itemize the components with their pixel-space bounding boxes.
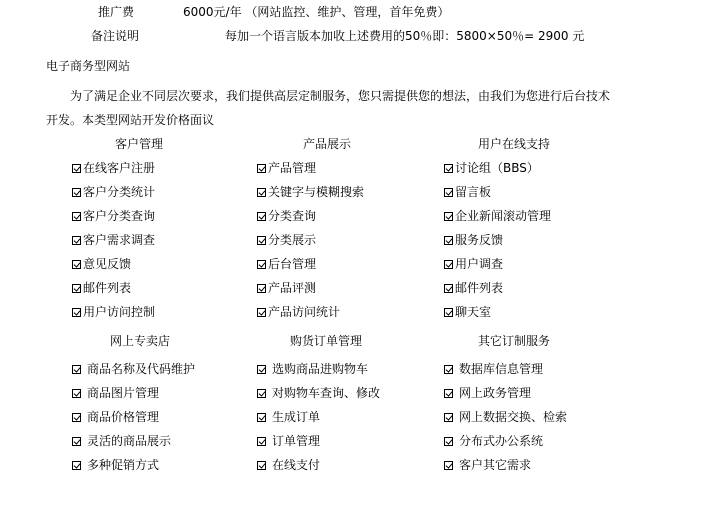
feature-item [444, 257, 503, 271]
checked-box-icon [72, 437, 81, 446]
checked-box-icon [444, 260, 453, 269]
feature-item-label: 关键字与模糊搜索 [268, 185, 365, 199]
checked-box-icon [444, 389, 453, 398]
feature-item-label: 分布式办公系统 [459, 434, 544, 448]
feature-item [444, 362, 543, 376]
feature-item-label: 产品访问统计 [268, 305, 341, 319]
feature-item [72, 281, 131, 295]
checked-box-icon [72, 188, 81, 197]
feature-item-label: 商品图片管理 [87, 386, 160, 400]
checked-box-icon [444, 308, 453, 317]
feature-item-label: 客户分类统计 [83, 185, 156, 199]
feature-item [444, 434, 543, 448]
checked-box-icon [257, 308, 266, 317]
feature-item [72, 458, 159, 472]
checked-box-icon [444, 413, 453, 422]
feature-item-label: 用户访问控制 [83, 305, 156, 319]
column-heading: 购货订单管理 [290, 334, 363, 348]
checked-box-icon [72, 389, 81, 398]
feature-item [72, 209, 155, 223]
feature-item-label: 选购商品进购物车 [272, 362, 369, 376]
feature-item [72, 233, 155, 247]
checked-box-icon [444, 188, 453, 197]
checked-box-icon [444, 365, 453, 374]
checked-box-icon [257, 260, 266, 269]
checked-box-icon [72, 236, 81, 245]
checked-box-icon [257, 461, 266, 470]
feature-item [444, 410, 567, 424]
column-heading: 其它订制服务 [478, 334, 551, 348]
checked-box-icon [257, 413, 266, 422]
feature-item-label: 用户调查 [455, 257, 504, 271]
column-heading: 用户在线支持 [478, 137, 551, 151]
checked-box-icon [257, 437, 266, 446]
feature-item [444, 233, 503, 247]
feature-item [72, 362, 195, 376]
checked-box-icon [257, 188, 266, 197]
feature-item [444, 458, 531, 472]
checked-box-icon [444, 212, 453, 221]
feature-item [444, 161, 539, 175]
checked-box-icon [257, 284, 266, 293]
column-heading: 产品展示 [303, 137, 352, 151]
feature-item-label: 网上政务管理 [459, 386, 532, 400]
checked-box-icon [444, 236, 453, 245]
feature-item [72, 185, 155, 199]
note-label: 备注说明 [91, 29, 140, 43]
feature-item-label: 意见反馈 [83, 257, 132, 271]
column-heading: 网上专卖店 [110, 334, 171, 348]
feature-item-label: 商品名称及代码维护 [87, 362, 196, 376]
intro-paragraph [46, 84, 616, 132]
checked-box-icon [444, 164, 453, 173]
feature-item-label: 服务反馈 [455, 233, 504, 247]
feature-item [257, 362, 368, 376]
feature-item-label: 分类查询 [268, 209, 317, 223]
feature-item [257, 410, 320, 424]
feature-item [444, 209, 551, 223]
feature-item [72, 257, 131, 271]
feature-item-label: 对购物车查询、修改 [272, 386, 381, 400]
feature-item [257, 281, 316, 295]
feature-item-label: 网上数据交换、检索 [459, 410, 568, 424]
feature-item [257, 161, 316, 175]
checked-box-icon [444, 284, 453, 293]
feature-item-label: 留言板 [455, 185, 492, 199]
feature-item-label: 产品管理 [268, 161, 317, 175]
feature-item-label: 产品评测 [268, 281, 317, 295]
feature-item [72, 434, 171, 448]
feature-item-label: 多种促销方式 [87, 458, 160, 472]
checked-box-icon [257, 236, 266, 245]
feature-item [72, 161, 155, 175]
checked-box-icon [444, 461, 453, 470]
promo-fee-value: 6000元/年 （网站监控、维护、管理，首年免费） [183, 5, 450, 19]
feature-item [444, 386, 531, 400]
feature-item-label: 订单管理 [272, 434, 321, 448]
feature-item-label: 生成订单 [272, 410, 321, 424]
feature-item-label: 客户需求调查 [83, 233, 156, 247]
checked-box-icon [72, 461, 81, 470]
checked-box-icon [444, 437, 453, 446]
feature-item-label: 数据库信息管理 [459, 362, 544, 376]
feature-item [72, 386, 159, 400]
feature-item-label: 邮件列表 [83, 281, 132, 295]
feature-item [257, 233, 316, 247]
checked-box-icon [257, 365, 266, 374]
feature-item [444, 185, 491, 199]
checked-box-icon [72, 413, 81, 422]
checked-box-icon [72, 308, 81, 317]
checked-box-icon [257, 389, 266, 398]
checked-box-icon [257, 212, 266, 221]
feature-item [444, 305, 491, 319]
feature-item-label: 客户分类查询 [83, 209, 156, 223]
checked-box-icon [72, 365, 81, 374]
feature-item [257, 257, 316, 271]
feature-item-label: 客户其它需求 [459, 458, 532, 472]
feature-item [257, 386, 380, 400]
checked-box-icon [257, 164, 266, 173]
feature-item [257, 458, 320, 472]
note-value: 每加一个语言版本加收上述费用的50％即：5800×50％= 2900 元 [225, 29, 585, 43]
checked-box-icon [72, 284, 81, 293]
feature-item [257, 185, 364, 199]
feature-item-label: 后台管理 [268, 257, 317, 271]
feature-item [257, 209, 316, 223]
feature-item [72, 305, 155, 319]
feature-item [444, 281, 503, 295]
feature-item [257, 305, 340, 319]
feature-item-label: 聊天室 [455, 305, 492, 319]
section-title: 电子商务型网站 [46, 59, 131, 73]
feature-item-label: 邮件列表 [455, 281, 504, 295]
feature-item-label: 分类展示 [268, 233, 317, 247]
feature-item-label: 在线客户注册 [83, 161, 156, 175]
feature-item-label: 企业新闻滚动管理 [455, 209, 552, 223]
promo-fee-label: 推广费 [98, 5, 135, 19]
intro-text: 为了满足企业不同层次要求，我们提供高层定制服务，您只需提供您的想法，由我们为您进行后台技术开发。本类型网站开发价格面议 [46, 89, 611, 127]
feature-item-label: 在线支付 [272, 458, 321, 472]
feature-item-label: 讨论组（BBS） [455, 161, 539, 175]
checked-box-icon [72, 164, 81, 173]
feature-item-label: 灵活的商品展示 [87, 434, 172, 448]
checked-box-icon [72, 212, 81, 221]
column-heading: 客户管理 [115, 137, 164, 151]
feature-item-label: 商品价格管理 [87, 410, 160, 424]
checked-box-icon [72, 260, 81, 269]
feature-item [72, 410, 159, 424]
feature-item [257, 434, 320, 448]
